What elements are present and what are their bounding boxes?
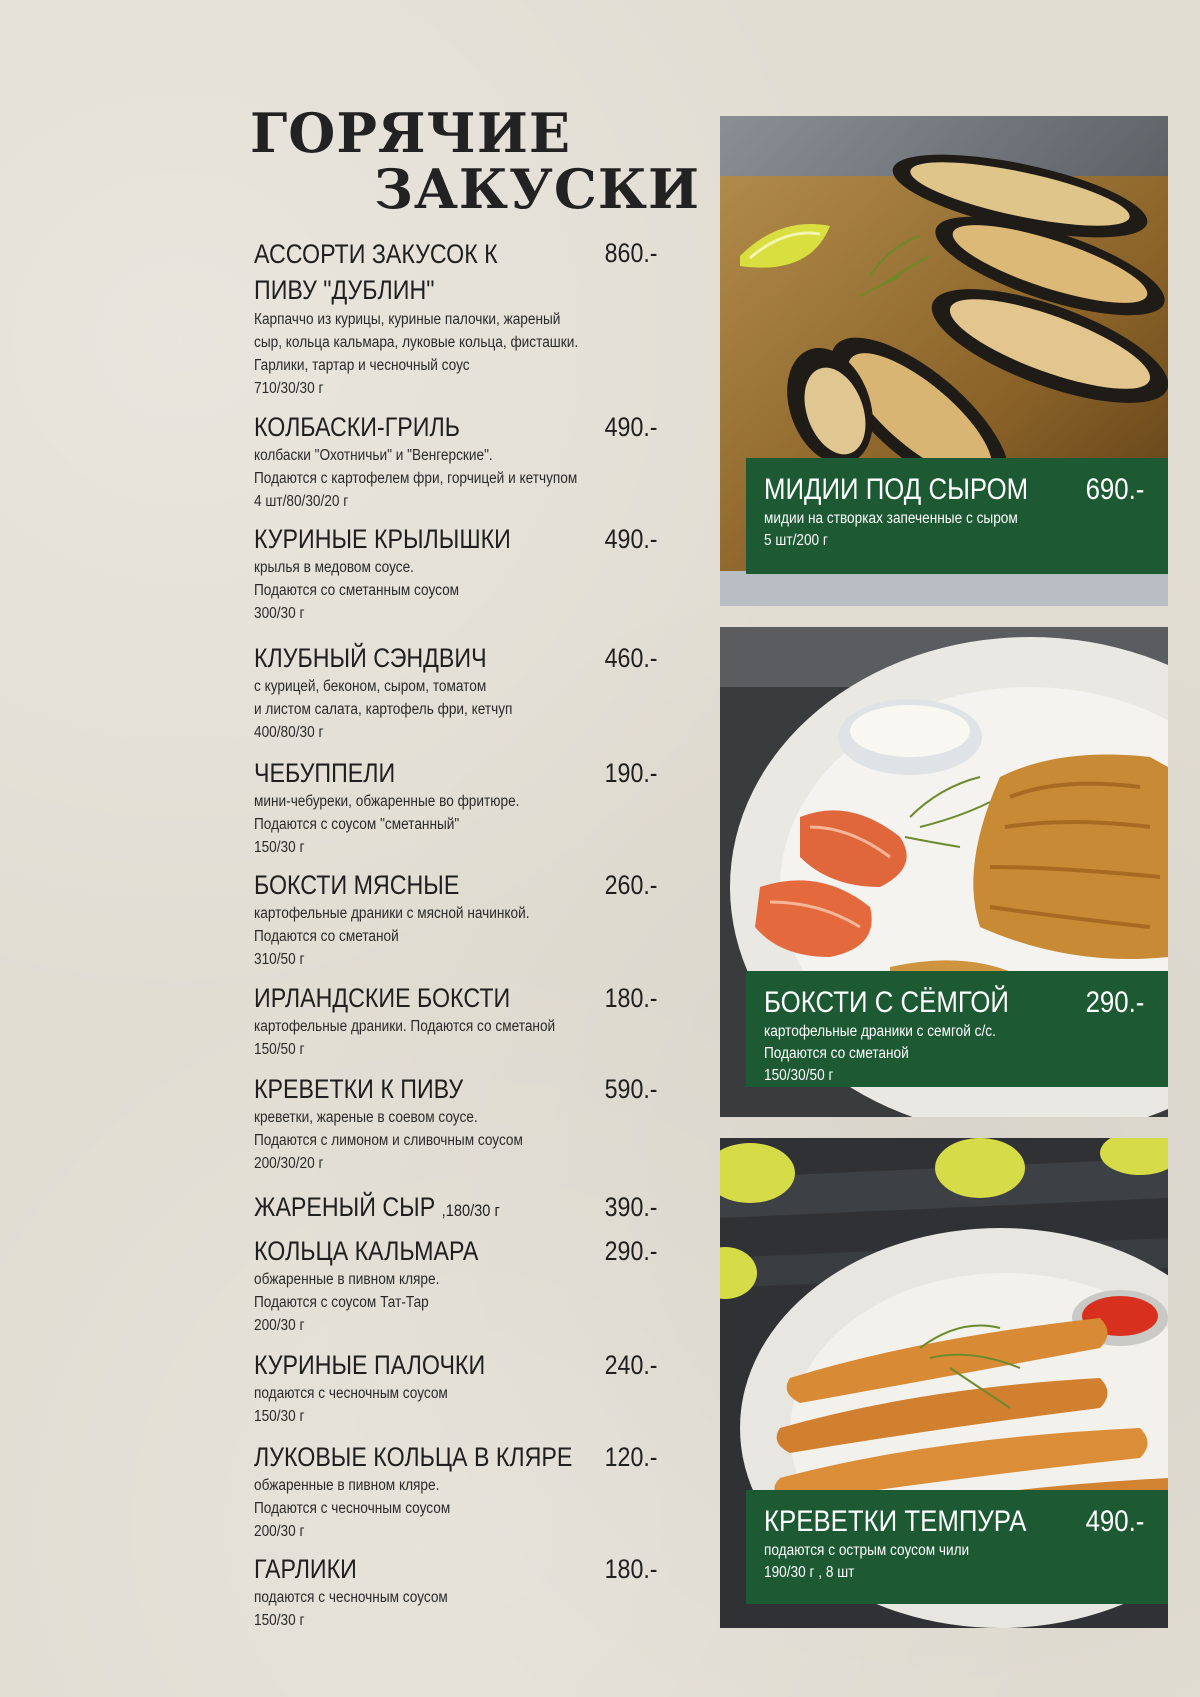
item-description: Подаются с соусом Тат-Тар [254,1294,429,1311]
item-name: ИРЛАНДСКИЕ БОКСТИ [254,983,511,1013]
item-name: КУРИНЫЕ КРЫЛЫШКИ [254,524,511,554]
item-price: 590.- [605,1074,658,1104]
item-description: мини-чебуреки, обжаренные во фритюре. [254,793,520,810]
item-price: 180.- [605,983,658,1013]
item-name: КУРИНЫЕ ПАЛОЧКИ [254,1350,486,1380]
item-price: 260.- [605,870,658,900]
item-description: с курицей, беконом, сыром, томатом [254,678,487,695]
item-description: подаются с чесночным соусом [254,1589,448,1606]
item-weight: 150/50 г [254,1041,305,1058]
featured-label [746,458,1168,574]
item-description: Подаются с чесночным соусом [254,1500,451,1517]
menu-item-sandwich [254,641,658,744]
item-weight: 200/30 г [254,1317,305,1334]
item-description: Карпаччо из курицы, куриные палочки, жареный [254,311,561,328]
item-weight: 310/50 г [254,951,305,968]
item-name: БОКСТИ МЯСНЫЕ [254,870,460,900]
item-description: Подаются с соусом "сметанный" [254,816,460,833]
item-weight: 150/30 г [254,1612,305,1629]
item-weight: 400/80/30 г [254,724,324,741]
item-weight: 4 шт/80/30/20 г [254,493,349,510]
featured-name: МИДИИ ПОД СЫРОМ [764,473,1029,506]
menu-item-lukovye-koltsa [254,1440,658,1543]
item-description: обжаренные в пивном кляре. [254,1477,440,1494]
item-weight: 150/30 г [254,839,305,856]
menu-item-assorti [254,236,658,400]
item-price: 490.- [605,524,658,554]
featured-card-tempura-shrimp [720,1138,1168,1628]
item-price: 460.- [605,643,658,673]
featured-label [746,971,1168,1087]
featured-card-boxty-salmon [720,627,1168,1117]
featured-description: Подаются со сметаной [764,1045,909,1062]
item-name-text: ЖАРЕНЫЙ СЫР [254,1192,436,1222]
item-weight: 150/30 г [254,1408,305,1425]
item-description: обжаренные в пивном кляре. [254,1271,440,1288]
featured-price: 690.- [1085,473,1144,506]
menu-item-zharenyi-syr [254,1190,658,1228]
item-price: 180.- [605,1554,658,1584]
item-name [254,1190,529,1228]
menu-item-krevetki-k-pivu [254,1072,658,1175]
menu-item-boksti-myasnye [254,868,658,971]
item-name: ЧЕБУППЕЛИ [254,758,396,788]
item-price: 490.- [605,412,658,442]
menu-item-irish-boksti [254,981,658,1061]
featured-name: КРЕВЕТКИ ТЕМПУРА [764,1505,1027,1538]
featured-name: БОКСТИ С СЁМГОЙ [764,986,1009,1019]
item-name: КОЛЬЦА КАЛЬМАРА [254,1236,479,1266]
item-description: Подаются с картофелем фри, горчицей и кетчупом [254,470,578,487]
menu-item-chebuppeli [254,756,658,859]
featured-weight: 5 шт/200 г [764,532,828,549]
menu-item-garliki [254,1552,658,1632]
item-price: 290.- [605,1236,658,1266]
item-name: ЛУКОВЫЕ КОЛЬЦА В КЛЯРЕ [254,1442,573,1472]
page-title-line-2: ЗАКУСКИ [374,157,700,221]
item-price: 390.- [605,1192,658,1222]
page-title-line-1: ГОРЯЧИЕ [250,101,572,165]
item-description: Гарлики, тартар и чесночный соус [254,357,470,374]
item-weight: 300/30 г [254,605,305,622]
menu-item-kurinye-palochki [254,1348,658,1428]
item-description: колбаски "Охотничьи" и "Венгерские". [254,447,493,464]
item-name: АССОРТИ ЗАКУСОК К ПИВУ "ДУБЛИН" [254,239,498,305]
featured-price: 490.- [1085,1505,1144,1538]
featured-weight: 150/30/50 г [764,1067,834,1084]
item-description: крылья в медовом соусе. [254,559,414,576]
item-price: 860.- [605,238,658,268]
item-name: КОЛБАСКИ-ГРИЛЬ [254,412,460,442]
page-title [250,101,700,221]
menu-item-kolbaski [254,410,658,513]
item-description: Подаются со сметанным соусом [254,582,460,599]
featured-card-mussels [720,116,1168,606]
featured-description: картофельные драники с семгой с/с. [764,1023,996,1040]
item-description: подаются с чесночным соусом [254,1385,448,1402]
item-price: 190.- [605,758,658,788]
item-description: и листом салата, картофель фри, кетчуп [254,701,513,718]
item-description: сыр, кольца кальмара, луковые кольца, фисташки. [254,334,579,351]
item-description: Подаются со сметаной [254,928,399,945]
item-weight: 200/30/20 г [254,1155,324,1172]
item-name: ГАРЛИКИ [254,1554,357,1584]
item-description: картофельные драники. Подаются со сметаной [254,1018,556,1035]
item-weight: 710/30/30 г [254,380,324,397]
item-name: КЛУБНЫЙ СЭНДВИЧ [254,643,487,673]
item-description: Подаются с лимоном и сливочным соусом [254,1132,523,1149]
item-price: 240.- [605,1350,658,1380]
featured-description: подаются с острым соусом чили [764,1542,970,1559]
featured-weight: 190/30 г , 8 шт [764,1564,855,1581]
featured-price: 290.- [1085,986,1144,1019]
item-name: КРЕВЕТКИ К ПИВУ [254,1074,464,1104]
item-description: картофельные драники с мясной начинкой. [254,905,530,922]
item-inline-weight: ,180/30 г [441,1201,500,1220]
item-weight: 200/30 г [254,1523,305,1540]
menu-item-krylyshki [254,522,658,625]
featured-label [746,1490,1168,1604]
item-description: креветки, жареные в соевом соусе. [254,1109,478,1126]
featured-description: мидии на створках запеченные с сыром [764,510,1018,527]
item-price: 120.- [605,1442,658,1472]
menu-item-koltsa-kalmara [254,1234,658,1337]
